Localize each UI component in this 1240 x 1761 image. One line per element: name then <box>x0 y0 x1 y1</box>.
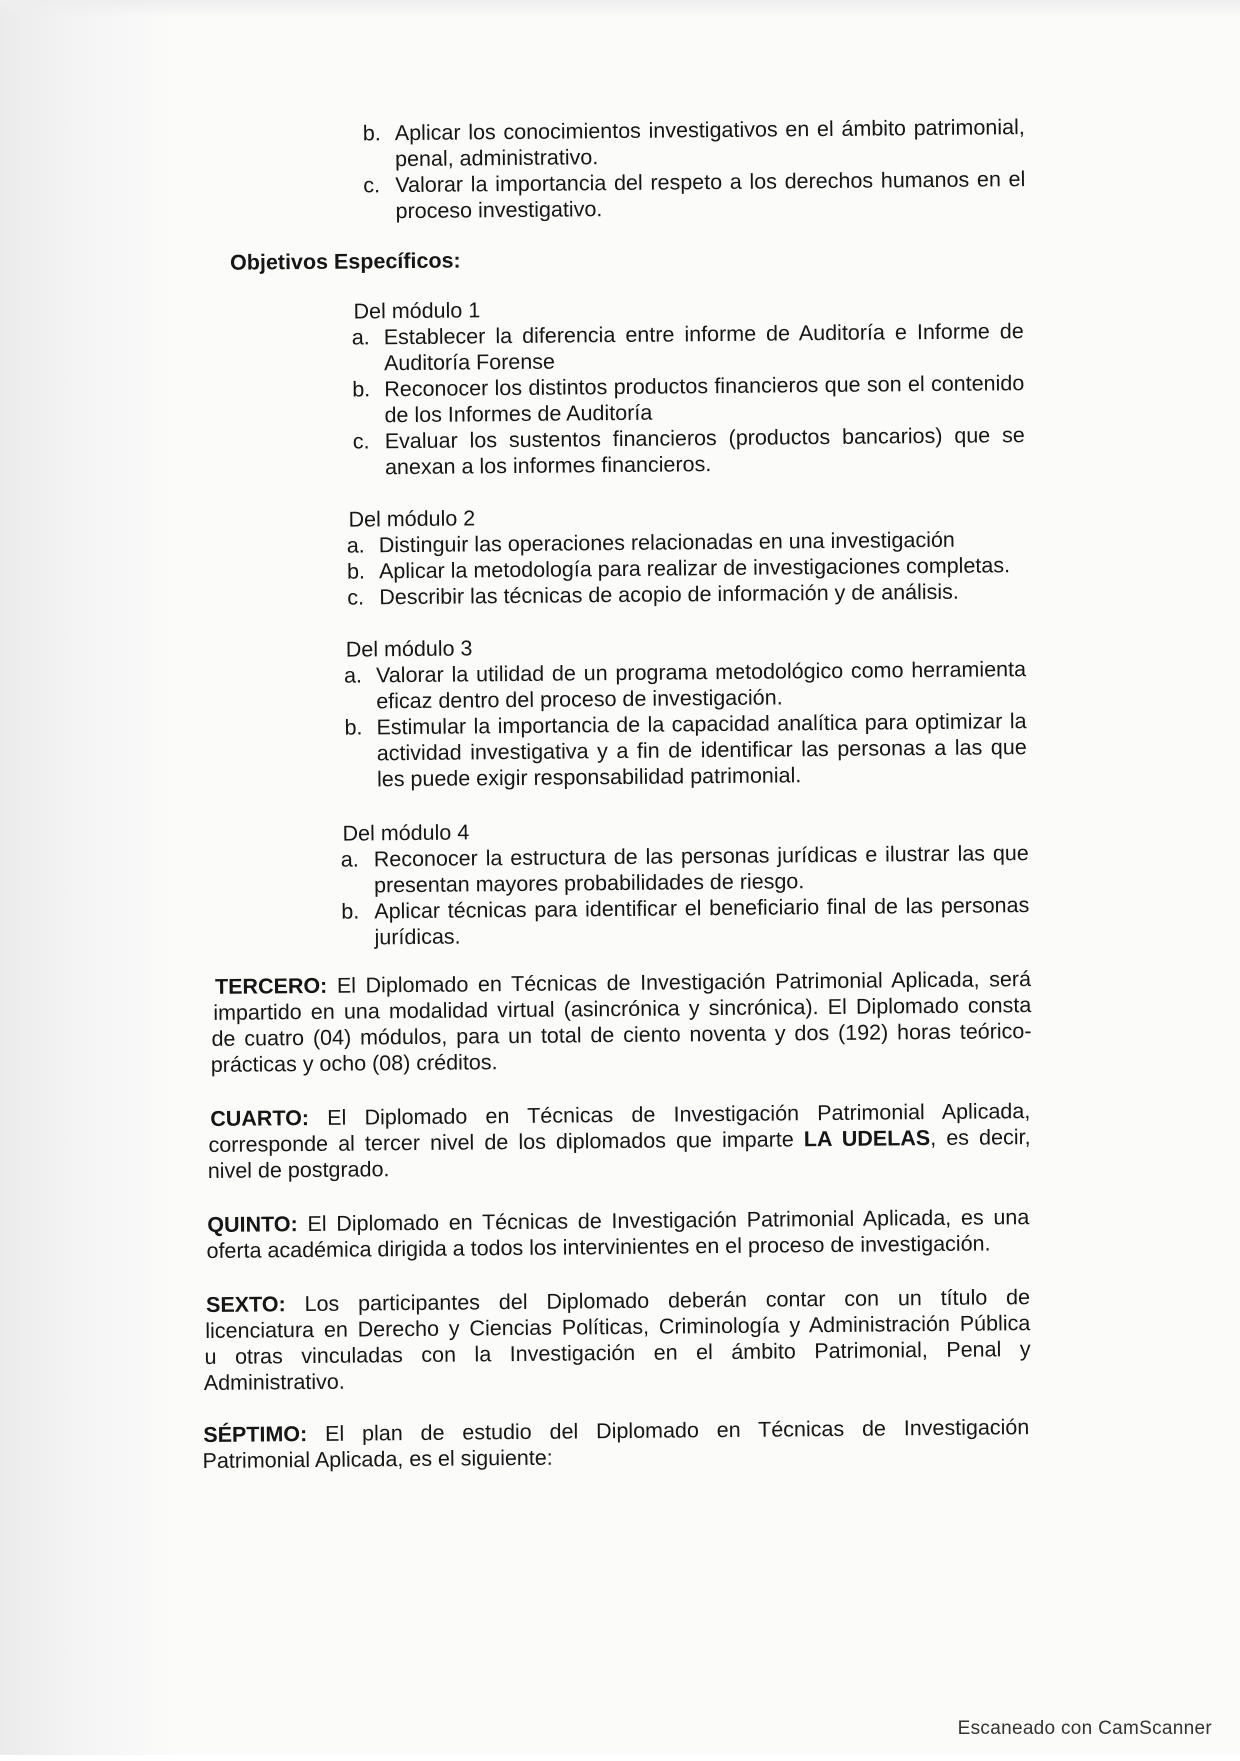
module-2-title: Del módulo 2 <box>348 506 476 532</box>
la-udelas-bold: LA UDELAS <box>803 1126 931 1152</box>
intro-item-c-line-1: Valorar la importancia del respeto a los derechos humanos en el <box>395 167 1026 198</box>
clause-tercero-line-4: prácticas y ocho (08) créditos. <box>210 1050 498 1077</box>
clause-sexto-line-1: SEXTO: Los participantes del Diplomado deberán contar con un título de <box>205 1285 1031 1317</box>
clause-sexto-line-3: u otras vinculadas con la Investigación en el ámbito Patrimonial, Penal y <box>204 1337 1031 1370</box>
module-3-item-a-letter: a. <box>343 663 363 688</box>
module-1-item-a-line-2: Auditoría Forense <box>383 349 556 376</box>
module-2-item-c-line-1: Describir las técnicas de acopio de información y de análisis. <box>379 579 959 610</box>
module-3-item-b-line-3: les puede exigir responsabilidad patrimonial. <box>376 763 802 792</box>
module-3-item-b-line-1: Estimular la importancia de la capacidad analítica para optimizar la <box>376 709 1027 740</box>
module-3-title: Del módulo 3 <box>345 636 473 662</box>
module-4-item-a-line-2: presentan mayores probabilidades de riesgo. <box>373 869 805 898</box>
module-2-item-a-letter: a. <box>346 533 365 558</box>
clause-sexto-label: SEXTO: <box>205 1292 286 1317</box>
clause-cuarto-line-1: CUARTO: El Diplomado en Técnicas de Investigación Patrimonial Aplicada, <box>210 1099 1031 1131</box>
clause-quinto-line-1: QUINTO: El Diplomado en Técnicas de Investigación Patrimonial Aplicada, es una <box>207 1205 1030 1237</box>
module-3-item-b-letter: b. <box>344 715 363 740</box>
clause-tercero-line-1: TERCERO: El Diplomado en Técnicas de Investigación Patrimonial Aplicada, será <box>214 967 1032 999</box>
module-4-item-b-line-2: jurídicas. <box>374 924 461 950</box>
module-1-item-c-letter: c. <box>352 429 370 454</box>
module-1-title: Del módulo 1 <box>353 298 481 324</box>
module-1-item-c-line-2: anexan a los informes financieros. <box>384 452 712 480</box>
module-4-item-b-letter: b. <box>341 899 360 924</box>
camscanner-watermark: Escaneado con CamScanner <box>957 1718 1212 1739</box>
module-2-item-c-letter: c. <box>347 585 365 610</box>
clause-tercero-label: TERCERO: <box>214 973 328 999</box>
module-1-item-b-line-1: Reconocer los distintos productos financieros que son el contenido <box>384 371 1025 402</box>
module-3-item-a-line-1: Valorar la utilidad de un programa metodológico como herramienta <box>375 657 1027 688</box>
intro-item-c-line-2: proceso investigativo. <box>395 197 603 224</box>
module-1-item-b-line-2: de los Informes de Auditoría <box>384 400 653 428</box>
intro-item-b-letter: b. <box>362 121 381 146</box>
intro-item-b-line-1: Aplicar los conocimientos investigativos en el ámbito patrimonial, <box>394 115 1025 146</box>
module-2-item-a-line-1: Distinguir las operaciones relacionadas en una investigación <box>378 527 955 558</box>
module-4-item-a-letter: a. <box>340 847 359 872</box>
clause-cuarto-line-2: corresponde al tercer nivel de los diplomados que imparte LA UDELAS, es decir, <box>208 1125 1031 1157</box>
module-1-item-a-letter: a. <box>351 325 370 350</box>
intro-item-b-line-2: penal, administrativo. <box>394 145 599 172</box>
module-4-title: Del módulo 4 <box>342 820 470 846</box>
module-3-item-b-line-2: actividad investigativa y a fin de identificar las personas a las que <box>376 735 1027 766</box>
intro-item-c-letter: c. <box>363 173 381 198</box>
clause-quinto-line-2: oferta académica dirigida a todos los intervinientes en el proceso de investigación. <box>206 1231 991 1263</box>
clause-cuarto-label: CUARTO: <box>210 1105 310 1131</box>
clause-sexto-line-4: Administrativo. <box>203 1369 345 1396</box>
clause-sexto-line-2: licenciatura en Derecho y Ciencias Políticas, Criminología y Administración Pública <box>205 1311 1031 1344</box>
clause-cuarto-line-3: nivel de postgrado. <box>207 1157 390 1183</box>
module-4-item-a-line-1: Reconocer la estructura de las personas jurídicas e ilustrar las que <box>373 841 1029 872</box>
clause-tercero-line-2: impartido en una modalidad virtual (asincrónica y sincrónica). El Diplomado consta <box>213 993 1032 1025</box>
clause-septimo-label: SÉPTIMO: <box>203 1422 308 1448</box>
module-2-item-b-letter: b. <box>346 559 366 584</box>
clause-quinto-label: QUINTO: <box>207 1212 298 1237</box>
module-2-item-b-line-1: Aplicar la metodología para realizar de investigaciones completas. <box>378 553 1011 584</box>
module-1-item-b-letter: b. <box>352 377 371 402</box>
clause-tercero-line-3: de cuatro (04) módulos, para un total de ciento noventa y dos (192) horas teórico- <box>211 1019 1032 1051</box>
module-3-item-a-line-2: eficaz dentro del proceso de investigación. <box>376 685 783 714</box>
module-1-item-c-line-1: Evaluar los sustentos financieros (productos bancarios) que se <box>384 423 1025 454</box>
clause-septimo-line-1: SÉPTIMO: El plan de estudio del Diplomado en Técnicas de Investigación <box>203 1415 1030 1448</box>
clause-septimo-line-2: Patrimonial Aplicada, es el siguiente: <box>202 1445 553 1474</box>
module-1-item-a-line-1: Establecer la diferencia entre informe de Auditoría e Informe de <box>383 319 1024 350</box>
module-4-item-b-line-1: Aplicar técnicas para identificar el beneficiario final de las personas <box>374 893 1030 924</box>
specific-objectives-heading: Objetivos Específicos: <box>229 248 461 275</box>
